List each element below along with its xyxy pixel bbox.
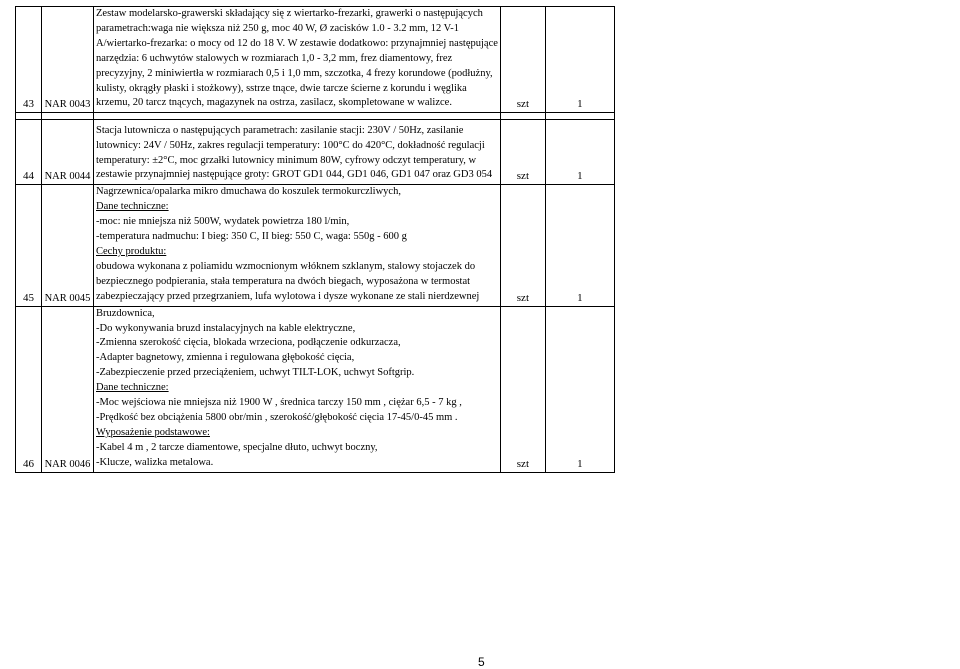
quantity-cell: 1 bbox=[545, 185, 614, 306]
description-line: kulisty, okrągły płaski i stożkowy), sstrze tnące, dwie tarcze ścierne z korundu i węglika bbox=[96, 82, 467, 94]
description-line: obudowa wykonana z poliamidu wzmocnionym włóknem szklanym, stalowy stojaczek do bbox=[96, 260, 476, 272]
row-index: 46 bbox=[16, 306, 42, 472]
description-line: -Zmienna szerokość cięcia, blokada wrzeciona, podłączenie odkurzacza, bbox=[96, 337, 401, 349]
section-heading: Dane techniczne: bbox=[96, 201, 169, 213]
description-line: A/wiertarko-frezarka: o mocy od 12 do 18 V. W zestawie dodatkowo: przynajmniej następujące bbox=[96, 37, 498, 49]
unit-cell: szt bbox=[500, 7, 545, 113]
quantity-cell: 1 bbox=[545, 7, 614, 113]
unit-cell: szt bbox=[500, 120, 545, 185]
description-line: Bruzdownica, bbox=[96, 307, 155, 319]
table-row bbox=[16, 120, 615, 185]
description-line: Nagrzewnica/opalarka mikro dmuchawa do koszulek termokurczliwych, bbox=[96, 186, 401, 198]
spacer-cell bbox=[94, 113, 501, 120]
row-index: 43 bbox=[16, 7, 42, 113]
description-line: precyzyjny, 2 miniwiertła w rozmiarach 0,5 i 1,0 mm, szczotka, 4 frezy korundowe (podłużny, bbox=[96, 67, 493, 79]
item-description bbox=[94, 120, 501, 185]
item-description bbox=[94, 7, 501, 113]
table-row bbox=[16, 306, 615, 472]
description-line: zestawie przynajmniej następujące groty: GROT GD1 044, GD1 046, GD1 047 oraz GD3 054 bbox=[96, 169, 493, 181]
description-line: -Adapter bagnetowy, zmienna i regulowana głębokość cięcia, bbox=[96, 352, 355, 364]
description-line: -moc: nie mniejsza niż 500W, wydatek powietrza 180 l/min, bbox=[96, 216, 350, 228]
spacer-cell bbox=[545, 113, 614, 120]
item-code: NAR 0043 bbox=[42, 7, 94, 113]
section-heading: Dane techniczne: bbox=[96, 382, 169, 394]
description-line: krzemu, 20 tarcz tnących, magazynek na ostrza, zasilacz, skompletowane w walizce. bbox=[96, 97, 452, 109]
description-line: lutownicy: 24V / 50Hz, zakres regulacji temperatury: 100°C do 420°C, dokładność regulacji bbox=[96, 139, 485, 151]
description-line: -Klucze, walizka metalowa. bbox=[96, 456, 214, 468]
table-row bbox=[16, 185, 615, 306]
row-spacer bbox=[16, 113, 615, 120]
description-line: zabezpieczający przed przegrzaniem, lufa wylotowa i dysze wykonane ze stali nierdzewnej bbox=[96, 290, 480, 302]
unit-cell: szt bbox=[500, 185, 545, 306]
description-line: temperatury: ±2°C, moc grzałki lutownicy minimum 80W, cyfrowy odczyt temperatury, w bbox=[96, 154, 477, 166]
description-line: Stacja lutownicza o następujących parametrach: zasilanie stacji: 230V / 50Hz, zasilanie bbox=[96, 124, 464, 136]
description-line: -Moc wejściowa nie mniejsza niż 1900 W , średnica tarczy 150 mm , ciężar 6,5 - 7 kg , bbox=[96, 397, 462, 409]
equipment-table bbox=[15, 6, 615, 473]
description-line: parametrach:waga nie większa niż 250 g, moc 40 W, Ø zacisków 1.0 - 3.2 mm, 12 V-1 bbox=[96, 22, 460, 34]
spacer-cell bbox=[42, 113, 94, 120]
spacer-cell bbox=[16, 113, 42, 120]
spacer-cell bbox=[500, 113, 545, 120]
item-description bbox=[94, 185, 501, 306]
table-row bbox=[16, 7, 615, 113]
description-line: -Do wykonywania bruzd instalacyjnych na kable elektryczne, bbox=[96, 322, 356, 334]
section-heading: Wyposażenie podstawowe: bbox=[96, 426, 210, 438]
quantity-cell: 1 bbox=[545, 306, 614, 472]
description-line: -Kabel 4 m , 2 tarcze diamentowe, specjalne dłuto, uchwyt boczny, bbox=[96, 441, 378, 453]
item-code: NAR 0046 bbox=[42, 306, 94, 472]
description-line: narzędzia: 6 uchwytów stalowych w rozmiarach 1,0 - 3,2 mm, frez diamentowy, frez bbox=[96, 52, 453, 64]
unit-cell: szt bbox=[500, 306, 545, 472]
description-line: -temperatura nadmuchu: I bieg: 350 C, II bieg: 550 C, waga: 550g - 600 g bbox=[96, 231, 407, 243]
section-heading: Cechy produktu: bbox=[96, 245, 167, 257]
row-index: 45 bbox=[16, 185, 42, 306]
item-description bbox=[94, 306, 501, 472]
quantity-cell: 1 bbox=[545, 120, 614, 185]
description-line: -Zabezpieczenie przed przeciążeniem, uchwyt TILT-LOK, uchwyt Softgrip. bbox=[96, 367, 415, 379]
description-line: Zestaw modelarsko-grawerski składający się z wiertarko-frezarki, grawerki o następujących bbox=[96, 8, 483, 19]
description-line: -Prędkość bez obciążenia 5800 obr/min , szerokość/głębokość cięcia 17-45/0-45 mm . bbox=[96, 411, 458, 423]
item-code: NAR 0044 bbox=[42, 120, 94, 185]
row-index: 44 bbox=[16, 120, 42, 185]
description-line: bezpiecznego podpierania, stała temperatura na dwóch biegach, wyposażona w termostat bbox=[96, 275, 471, 287]
page-number: 5 bbox=[478, 655, 485, 669]
item-code: NAR 0045 bbox=[42, 185, 94, 306]
